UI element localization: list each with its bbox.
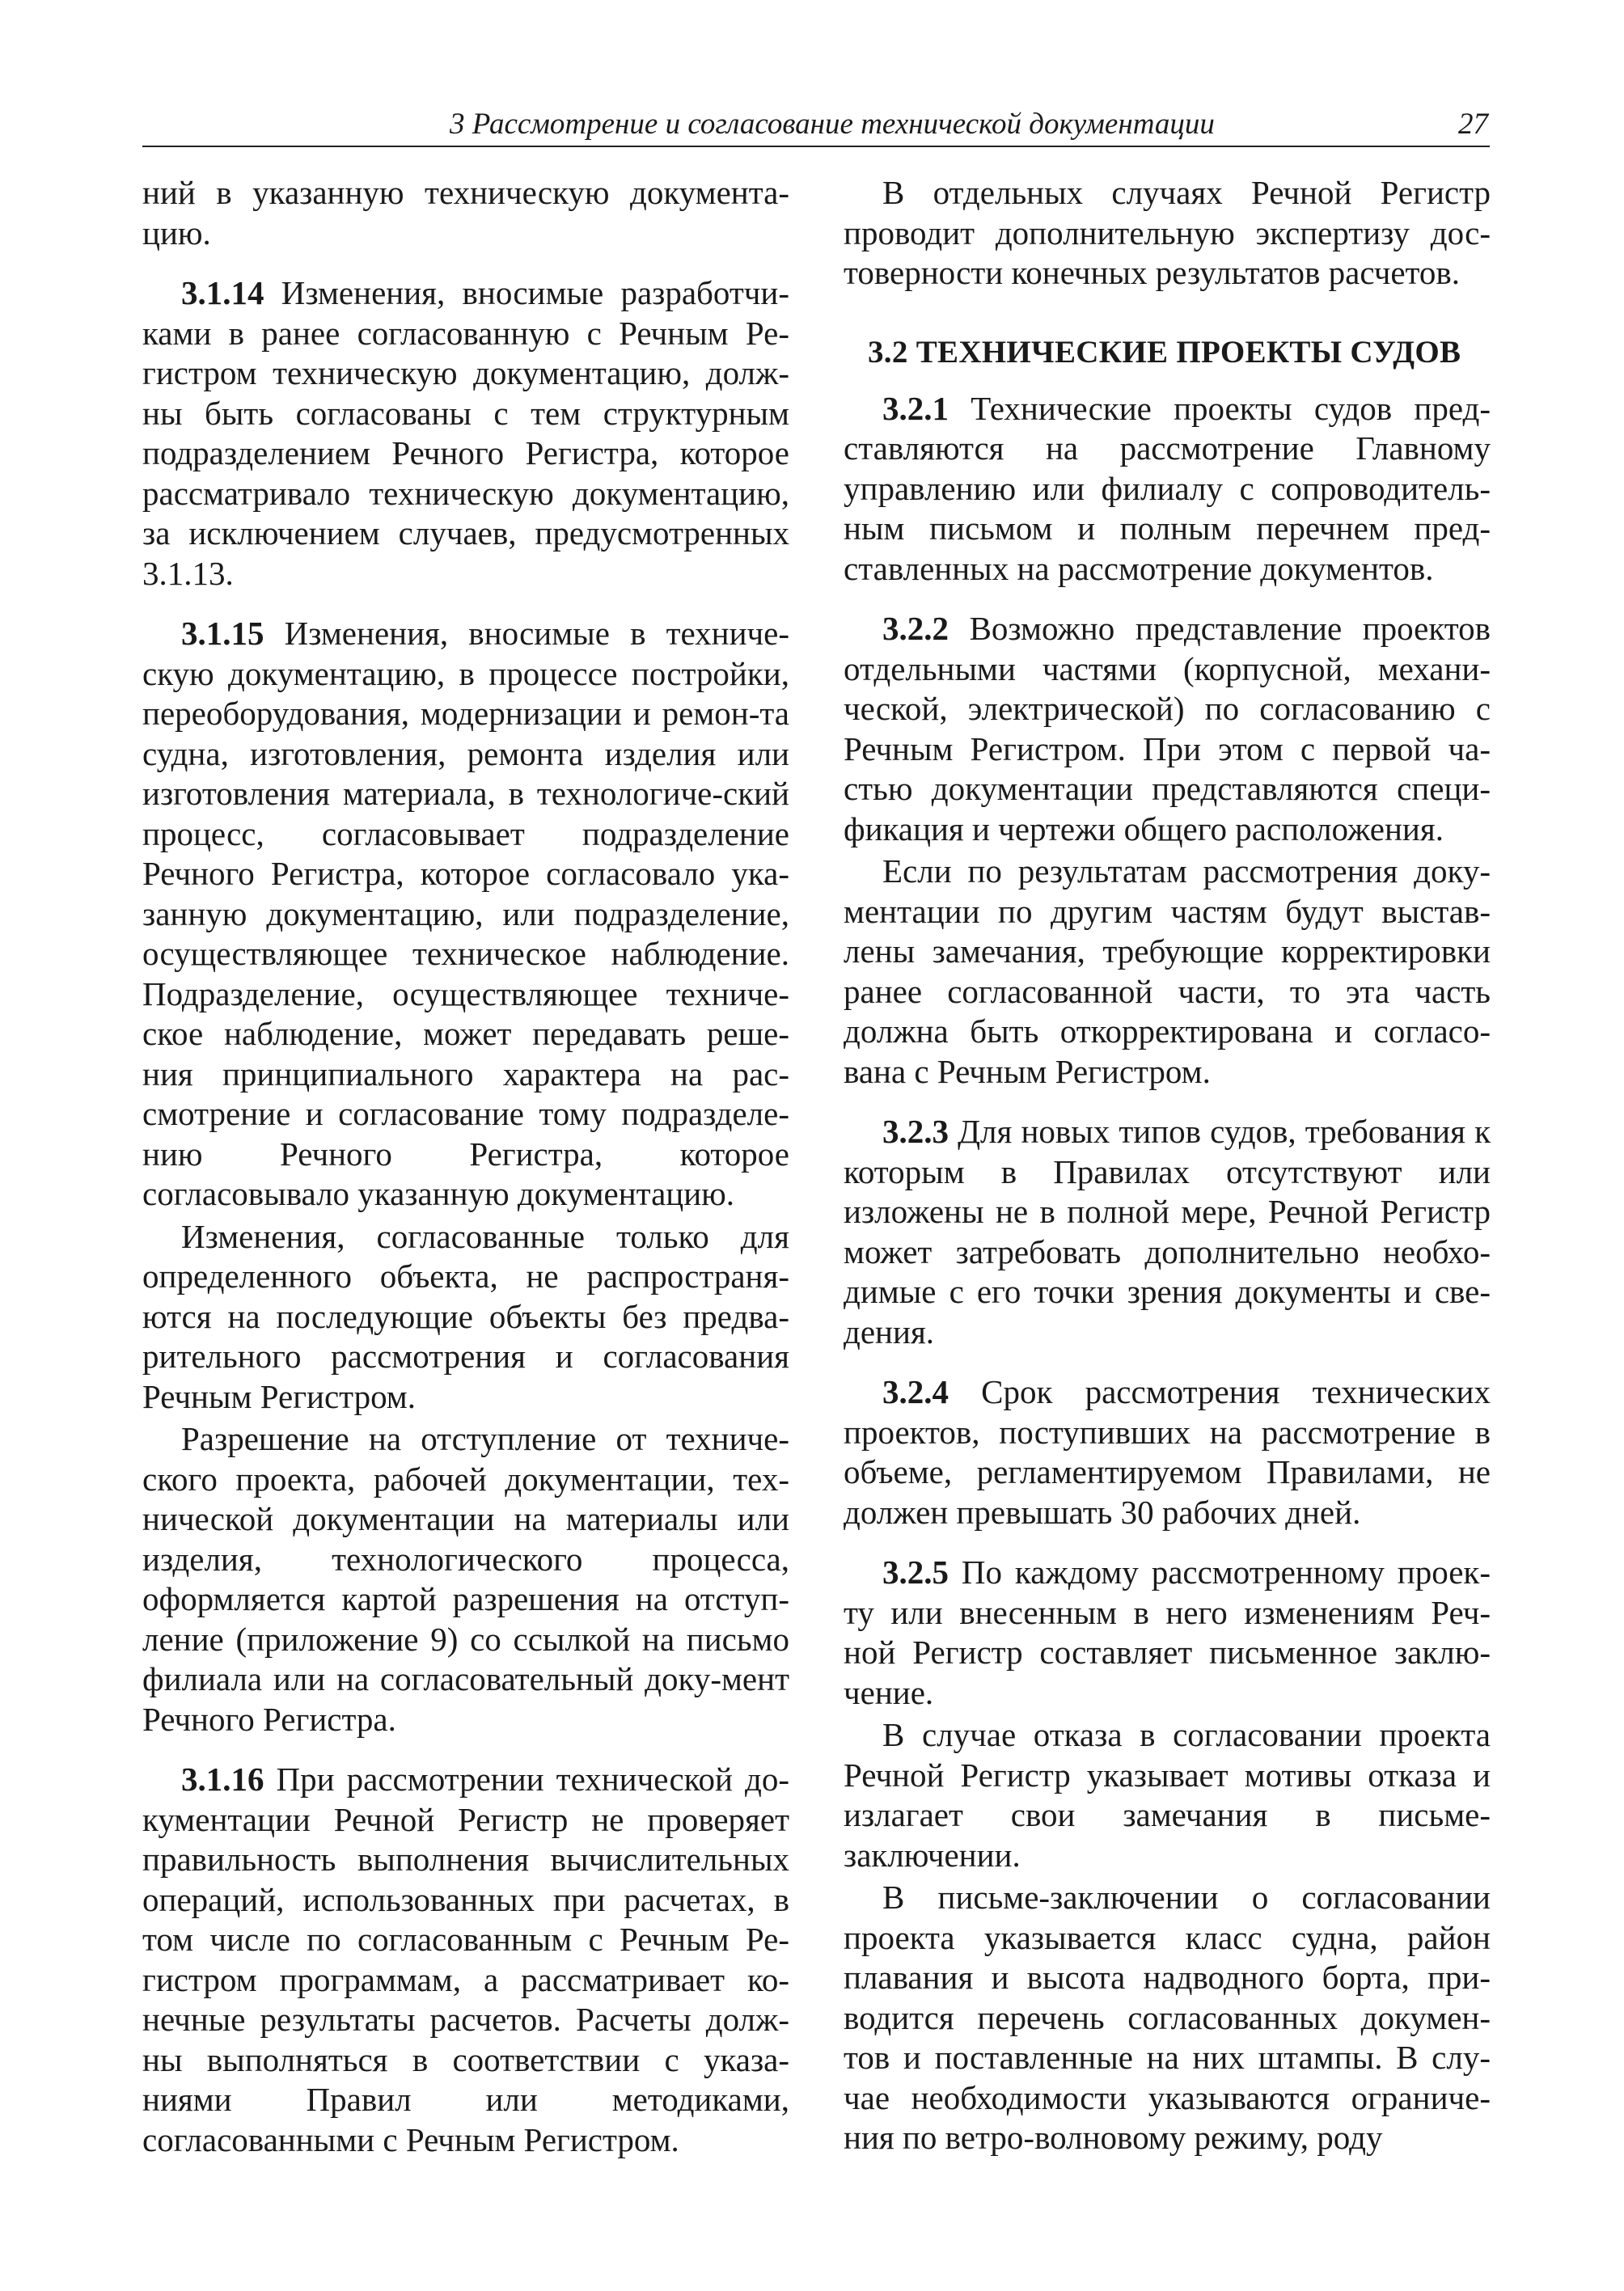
clause-text: При рассмотрении технической до-кументации Речной Регистр не проверяет правильность выполнения вычислительных операций, использованных при расчетах, в том числе по согласованным с Речным Ре-гистром программам, а рассматривает ко-нечные результаты расчетов. Расчеты долж-ны выполняться в соответствии с указа-ниями Правил или методиками, согласованными с Речным Регистром. (142, 1761, 789, 2158)
running-header (142, 104, 1490, 147)
clause-3-2-2 (844, 609, 1491, 849)
clause-text: Срок рассмотрения технических проектов, поступивших на рассмотрение в объеме, регламентируемом Правилами, не должен превышать 30 рабочих дней. (844, 1373, 1491, 1531)
clause-3-2-4 (844, 1372, 1491, 1532)
paragraph: Разрешение на отступление от техниче-ского проекта, рабочей документации, тех-нической документации на материалы или изделия, технологического процесса, оформляется картой разрешения на отступ-ление (приложение 9) со ссылкой на письмо филиала или на согласовательный доку-мент Речного Регистра. (142, 1420, 789, 1738)
clause-number: 3.1.15 (181, 615, 264, 652)
clause-3-2-3 (844, 1112, 1491, 1352)
clause-3-2-5 (844, 1553, 1491, 1713)
paragraph: Если по результатам рассмотрения доку-ментации по другим частям будут выстав-лены замечания, требующие корректировки ранее согласованной части, то эта часть должна быть откорректирована и согласо-вана с Речным Регистром. (844, 852, 1491, 1090)
left-column (142, 173, 789, 2160)
clause-text: Изменения, вносимые в техниче-скую документацию, в процессе постройки, переоборудования, модернизации и ремон-та судна, изготовления, ремонта изделия или изготовления материала, в технологиче-ский процесс, согласовывает подразделение Речного Регистра, которое согласовало ука-занную документацию, или подразделение, осуществляющее техническое наблюдение. Подразделение, осуществляющее техниче-ское наблюдение, может передавать реше-ния принципиального характера на рас-смотрение и согласование тому подразделе-нию Речного Регистра, которое согласовывало указанную документацию. (142, 615, 789, 1212)
clause-3-2-1 (844, 389, 1491, 590)
paragraph-continuation: ний в указанную техническую документа-цию. (142, 174, 789, 252)
clause-text: Для новых типов судов, требования к которым в Правилах отсутствуют или изложены не в полной мере, Речной Регистр может затребовать дополнительно необхо-димые с его точки зрения документы и све-дения. (844, 1113, 1491, 1351)
clause-number: 3.2.5 (882, 1553, 949, 1591)
running-title: 3 Рассмотрение и согласование технической документации (450, 108, 1215, 141)
right-column (844, 173, 1491, 2158)
paragraph: В случае отказа в согласовании проекта Речной Регистр указывает мотивы отказа и излагает свои замечания в письме-заключении. (844, 1716, 1491, 1874)
section-heading: 3.2 ТЕХНИЧЕСКИЕ ПРОЕКТЫ СУДОВ (868, 334, 1461, 370)
paragraph: В письме-заключении о согласовании проекта указывается класс судна, район плавания и высота надводного борта, при-водится перечень согласованных докумен-тов и поставленные на них штампы. В слу-чае необходимости указываются ограниче-ния по ветро-волновому режиму, роду (844, 1879, 1491, 2156)
clause-number: 3.1.14 (181, 274, 264, 311)
clause-3-1-15 (142, 614, 789, 1215)
clause-number: 3.2.1 (882, 389, 949, 427)
clause-3-1-16 (142, 1760, 789, 2160)
clause-text: По каждому рассмотренному проек-ту или внесенным в него изменениям Реч-ной Регистр составляет письменное заклю-чение. (844, 1553, 1491, 1711)
paragraph: Изменения, согласованные только для определенного объекта, не распространя-ются на последующие объекты без предва-рительного рассмотрения и согласования Речным Регистром. (142, 1217, 789, 1415)
clause-text: Изменения, вносимые разработчи-ками в ранее согласованную с Речным Ре-гистром техническую документацию, долж-ны быть согласованы с тем структурным подразделением Речного Регистра, которое рассматривало техническую документацию, за исключением случаев, предусмотренных 3.1.13. (142, 274, 789, 592)
clause-text: Технические проекты судов пред-ставляются на рассмотрение Главному управлению или филиалу с сопроводитель-ным письмом и полным перечнем пред-ставленных на рассмотрение документов. (844, 389, 1491, 587)
clause-number: 3.2.4 (882, 1373, 949, 1410)
clause-number: 3.2.3 (882, 1113, 949, 1150)
page-number: 27 (1458, 108, 1488, 141)
clause-text: Возможно представление проектов отдельными частями (корпусной, механи-ческой, электрической) по согласованию с Речным Регистром. При этом с первой ча-стью документации представляются специ-фикация и чертежи общего расположения. (844, 610, 1491, 848)
paragraph-intro: В отдельных случаях Речной Регистр проводит дополнительную экспертизу дос-товерности конечных результатов расчетов. (844, 174, 1491, 291)
clause-3-1-14 (142, 273, 789, 594)
clause-number: 3.2.2 (882, 610, 949, 647)
clause-number: 3.1.16 (181, 1761, 264, 1798)
